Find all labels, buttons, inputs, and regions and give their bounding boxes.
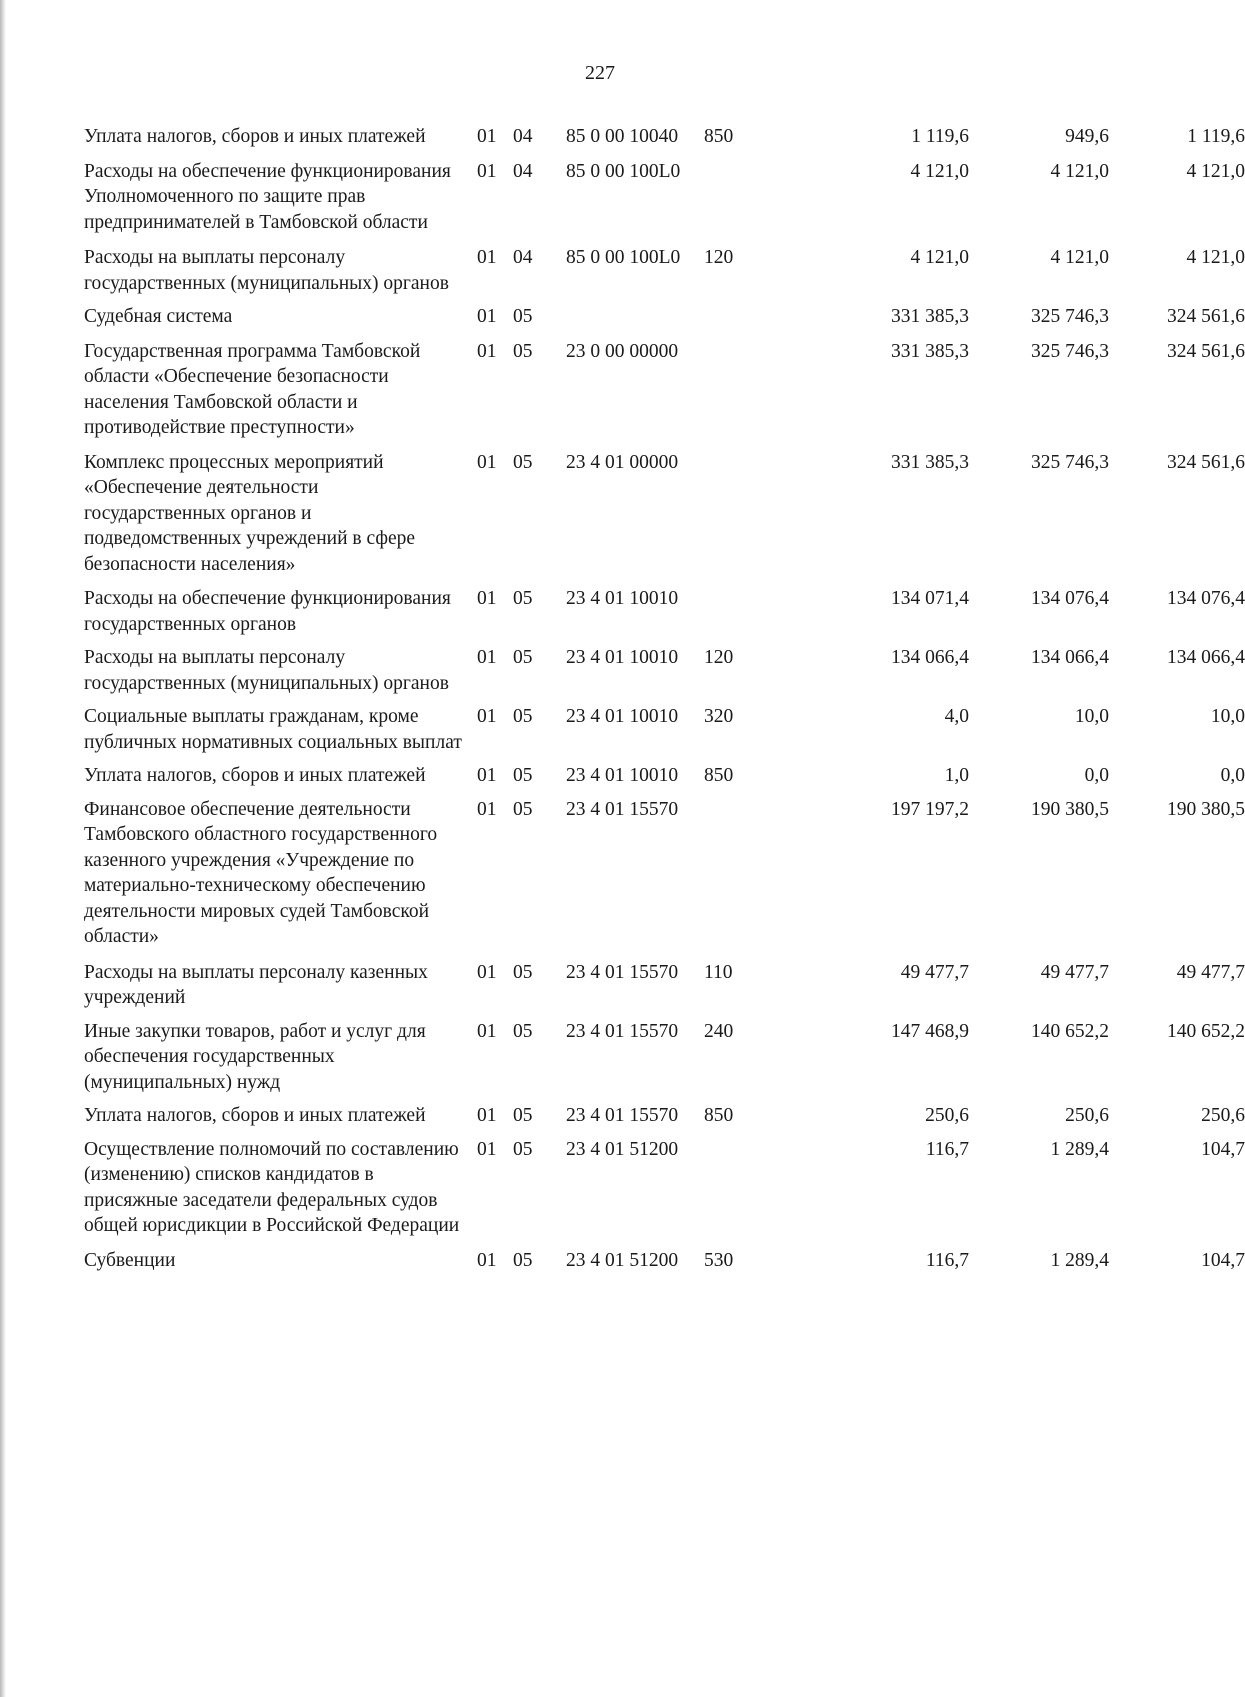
table-row [84,704,1245,755]
row-amount-year-2: 10,0 [1074,706,1109,727]
row-target-article: 23 4 01 10010 [566,706,679,727]
row-amount-year-1: 1 119,6 [911,126,969,147]
row-amount-year-2: 949,6 [1065,126,1109,147]
row-expense-type: 320 [704,706,734,727]
row-subsection-code: 05 [513,765,533,786]
row-subsection-code: 05 [513,706,533,727]
row-amount-year-2: 190 380,5 [1031,798,1109,820]
row-amount-year-3: 190 380,5 [1167,798,1245,820]
row-subsection-code: 05 [513,647,533,668]
row-section-code: 01 [477,1105,497,1126]
row-expense-type: 850 [704,765,734,786]
budget-table [84,124,1245,1282]
row-name: Расходы на выплаты персоналу государственных (муниципальных) органов [84,247,449,294]
row-section-code: 01 [477,247,497,268]
table-row [84,645,1245,696]
row-amount-year-3: 140 652,2 [1167,1020,1245,1042]
table-row [84,339,1245,441]
row-amount-year-1: 331 385,3 [891,340,969,362]
row-section-code: 01 [477,1020,497,1042]
row-amount-year-2: 250,6 [1065,1105,1109,1126]
row-subsection-code: 05 [513,1138,533,1160]
row-amount-year-3: 134 076,4 [1167,588,1245,609]
row-target-article: 85 0 00 10040 [566,126,679,147]
row-subsection-code: 04 [513,160,533,182]
row-amount-year-1: 134 066,4 [891,647,969,668]
row-name: Расходы на выплаты персоналу казенных учреждений [84,961,428,1008]
row-target-article: 23 4 01 15570 [566,961,679,983]
row-target-article: 85 0 00 100L0 [566,247,681,268]
row-subsection-code: 05 [513,961,533,983]
row-target-article: 85 0 00 100L0 [566,160,681,182]
row-expense-type: 850 [704,1105,734,1126]
row-name: Субвенции [84,1249,176,1271]
row-subsection-code: 05 [513,1105,533,1126]
row-subsection-code: 04 [513,126,533,147]
row-subsection-code: 05 [513,340,533,362]
row-amount-year-2: 49 477,7 [1040,961,1109,983]
row-section-code: 01 [477,1138,497,1160]
row-section-code: 01 [477,451,497,473]
row-amount-year-1: 4 121,0 [910,160,969,182]
row-section-code: 01 [477,126,497,147]
row-name: Финансовое обеспечение деятельности Тамбовского областного государственного казенного учреждения «Учреждение по материально-техническому обеспечению деятельности мировых судей Тамбовской области» [84,798,438,947]
row-name: Осуществление полномочий по составлению (изменению) списков кандидатов в присяжные заседатели федеральных судов общей юрисдикции в Российской Федерации [84,1138,460,1236]
table-row [84,450,1245,578]
row-section-code: 01 [477,160,497,182]
row-amount-year-3: 10,0 [1210,706,1245,727]
table-row [84,586,1245,637]
row-amount-year-2: 134 076,4 [1031,588,1109,609]
row-target-article: 23 4 01 00000 [566,451,679,473]
row-amount-year-1: 331 385,3 [891,306,969,327]
table-row [84,960,1245,1011]
row-expense-type: 240 [704,1020,734,1042]
row-amount-year-3: 1 119,6 [1187,126,1245,147]
row-name: Расходы на обеспечение функционирования Уполномоченного по защите прав предпринимателей в Тамбовской области [84,160,451,233]
row-amount-year-2: 134 066,4 [1031,647,1109,668]
row-expense-type: 850 [704,126,734,147]
row-expense-type: 530 [704,1249,734,1271]
row-name: Государственная программа Тамбовской области «Обеспечение безопасности населения Тамбовской области и противодействие преступности» [84,340,421,438]
row-section-code: 01 [477,306,497,327]
row-target-article: 23 4 01 51200 [566,1138,679,1160]
row-amount-year-1: 331 385,3 [891,451,969,473]
row-amount-year-2: 325 746,3 [1031,451,1109,473]
row-subsection-code: 05 [513,1249,533,1271]
row-subsection-code: 04 [513,247,533,268]
row-target-article: 23 4 01 51200 [566,1249,679,1271]
row-section-code: 01 [477,340,497,362]
row-amount-year-2: 325 746,3 [1031,340,1109,362]
row-section-code: 01 [477,588,497,609]
row-amount-year-2: 325 746,3 [1031,306,1109,327]
row-target-article: 23 4 01 10010 [566,765,679,786]
row-amount-year-3: 104,7 [1201,1249,1245,1271]
row-amount-year-3: 324 561,6 [1167,451,1245,473]
row-amount-year-1: 49 477,7 [900,961,969,983]
table-row [84,304,1245,330]
row-amount-year-3: 4 121,0 [1186,160,1245,182]
row-name: Социальные выплаты гражданам, кроме публичных нормативных социальных выплат [84,706,462,753]
row-amount-year-2: 1 289,4 [1050,1138,1109,1160]
table-row [84,159,1245,236]
row-amount-year-2: 4 121,0 [1050,247,1109,268]
row-amount-year-1: 197 197,2 [891,798,969,820]
row-amount-year-2: 0,0 [1084,765,1109,786]
row-name: Уплата налогов, сборов и иных платежей [84,765,426,786]
row-name: Комплекс процессных мероприятий «Обеспечение деятельности государственных органов и подведомственных учреждений в сфере безопасности населения» [84,451,416,575]
row-amount-year-2: 1 289,4 [1050,1249,1109,1271]
row-amount-year-1: 1,0 [944,765,969,786]
row-name: Иные закупки товаров, работ и услуг для обеспечения государственных (муниципальных) нужд [84,1020,426,1093]
row-amount-year-3: 0,0 [1220,765,1245,786]
row-amount-year-1: 250,6 [925,1105,969,1126]
row-amount-year-1: 147 468,9 [891,1020,969,1042]
row-name: Уплата налогов, сборов и иных платежей [84,126,426,147]
row-amount-year-3: 134 066,4 [1167,647,1245,668]
row-subsection-code: 05 [513,798,533,820]
row-subsection-code: 05 [513,306,533,327]
row-section-code: 01 [477,798,497,820]
row-target-article: 23 0 00 00000 [566,340,679,362]
row-target-article: 23 4 01 10010 [566,588,679,609]
row-amount-year-1: 116,7 [925,1249,969,1271]
row-target-article: 23 4 01 15570 [566,1020,679,1042]
row-section-code: 01 [477,765,497,786]
row-section-code: 01 [477,647,497,668]
row-amount-year-1: 116,7 [925,1138,969,1160]
row-amount-year-3: 324 561,6 [1167,306,1245,327]
row-amount-year-3: 324 561,6 [1167,340,1245,362]
table-row [84,1248,1245,1274]
table-row [84,245,1245,296]
row-amount-year-1: 4 121,0 [910,247,969,268]
row-amount-year-3: 4 121,0 [1186,247,1245,268]
table-row [84,797,1245,950]
table-row [84,1137,1245,1239]
row-expense-type: 120 [704,647,734,668]
row-subsection-code: 05 [513,451,533,473]
row-amount-year-2: 140 652,2 [1031,1020,1109,1042]
row-amount-year-3: 104,7 [1201,1138,1245,1160]
row-amount-year-2: 4 121,0 [1050,160,1109,182]
scan-edge-shadow [0,0,6,1697]
row-amount-year-1: 134 071,4 [891,588,969,609]
table-row [84,124,1245,150]
row-target-article: 23 4 01 10010 [566,647,679,668]
row-amount-year-1: 4,0 [944,706,969,727]
table-row [84,1019,1245,1096]
row-expense-type: 120 [704,247,734,268]
table-row [84,763,1245,789]
row-target-article: 23 4 01 15570 [566,798,679,820]
row-name: Расходы на обеспечение функционирования государственных органов [84,588,451,635]
row-amount-year-3: 250,6 [1201,1105,1245,1126]
row-section-code: 01 [477,706,497,727]
row-name: Расходы на выплаты персоналу государственных (муниципальных) органов [84,647,449,694]
row-target-article: 23 4 01 15570 [566,1105,679,1126]
row-name: Уплата налогов, сборов и иных платежей [84,1105,426,1126]
table-row [84,1103,1245,1129]
row-expense-type: 110 [704,961,733,983]
row-amount-year-3: 49 477,7 [1176,961,1245,983]
row-section-code: 01 [477,961,497,983]
row-section-code: 01 [477,1249,497,1271]
row-name: Судебная система [84,306,233,327]
page-number: 227 [585,62,615,84]
row-subsection-code: 05 [513,1020,533,1042]
row-subsection-code: 05 [513,588,533,609]
